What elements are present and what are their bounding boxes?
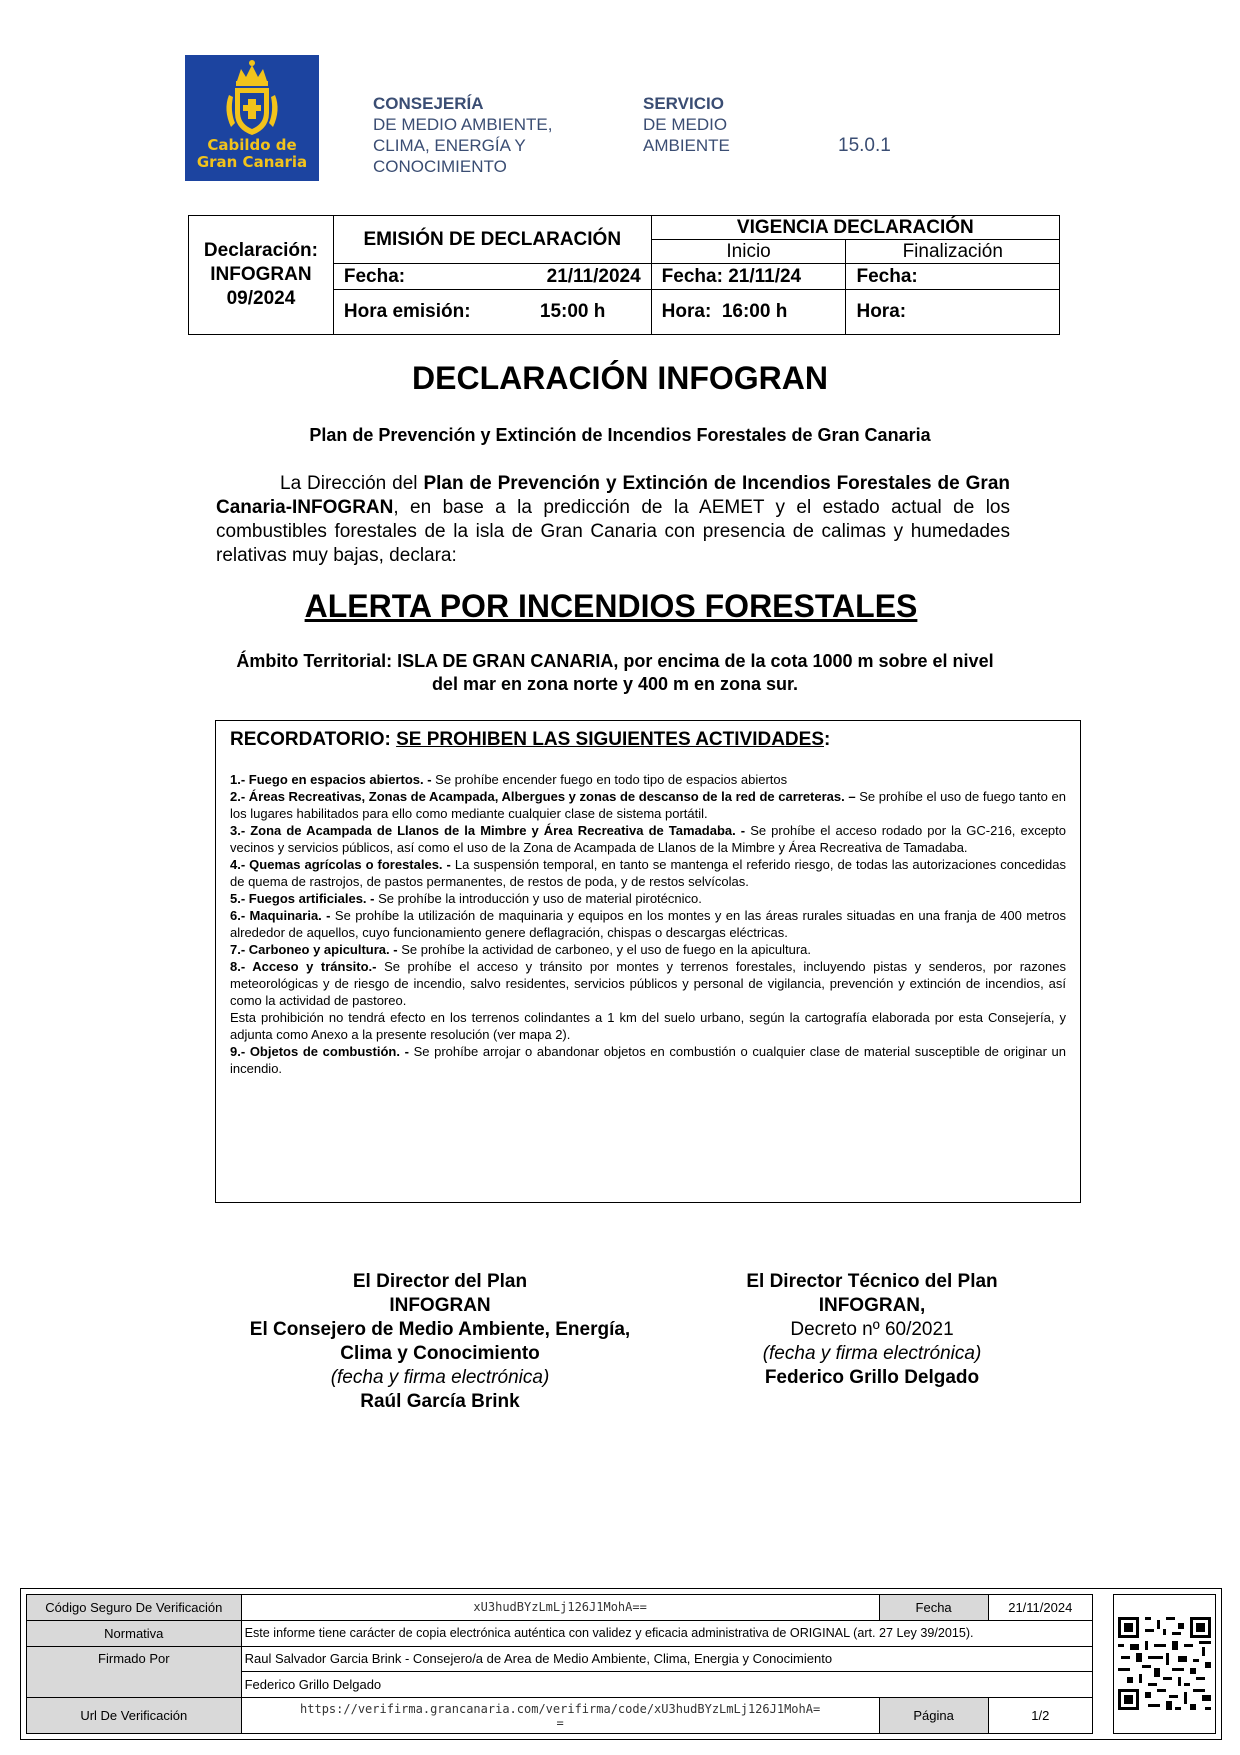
servicio-block xyxy=(643,93,730,156)
item-text: Se prohíbe la introducción y uso de material pirotécnico. xyxy=(374,891,702,906)
item-title: 4.- Quemas agrícolas o forestales. - xyxy=(230,857,451,872)
qr-code-icon xyxy=(1114,1595,1215,1733)
url-line-2[interactable]: = xyxy=(556,1715,564,1730)
page-title: DECLARACIÓN INFOGRAN xyxy=(412,360,828,396)
list-item xyxy=(230,1009,1066,1043)
url-line-1[interactable]: https://verifirma.grancanaria.com/verifirma/code/xU3hudBYzLmLj126J1MohA= xyxy=(300,1701,821,1716)
pagina-label: Página xyxy=(879,1698,988,1734)
logo-line-1: Cabildo de xyxy=(207,136,297,154)
item-title: 9.- Objetos de combustión. - xyxy=(230,1044,409,1059)
normativa-label: Normativa xyxy=(27,1620,242,1646)
item-title: 8.- Acceso y tránsito.- xyxy=(230,959,377,974)
prohibiciones-heading: SE PROHIBEN LAS SIGUIENTES ACTIVIDADES xyxy=(396,729,824,750)
verification-footer xyxy=(20,1588,1222,1740)
sig-left-line-4: Clima y Conocimiento xyxy=(340,1343,540,1364)
item-text: Se prohíbe la actividad de carboneo, y el uso de fuego en la apicultura. xyxy=(397,942,811,957)
csv-value: xU3hudBYzLmLj126J1MohA== xyxy=(241,1595,879,1621)
list-item xyxy=(230,907,1066,941)
verification-table xyxy=(26,1594,1093,1734)
finalizacion-label: Finalización xyxy=(846,240,1060,264)
declaration-number: 09/2024 xyxy=(226,288,296,309)
recordatorio-label: RECORDATORIO: xyxy=(230,729,397,750)
item-title: 5.- Fuegos artificiales. - xyxy=(230,891,375,906)
fin-fecha: Fecha: xyxy=(846,264,1060,289)
declaration-table xyxy=(188,215,1060,335)
item-title: 7.- Carboneo y apicultura. - xyxy=(230,942,398,957)
page-subtitle: Plan de Prevención y Extinción de Incendios Forestales de Gran Canaria xyxy=(309,425,931,445)
recordatorio-heading xyxy=(230,729,1066,751)
emision-hora-cell xyxy=(333,289,651,334)
signature-left xyxy=(210,1270,670,1414)
servicio-line-1: DE MEDIO xyxy=(643,115,728,134)
vigencia-title: VIGENCIA DECLARACIÓN xyxy=(651,216,1059,240)
servicio-title: SERVICIO xyxy=(643,94,724,113)
normativa-value: Este informe tiene carácter de copia electrónica auténtica con validez y eficacia administrativa de ORIGINAL (art. 27 Ley 39/2015). xyxy=(241,1620,1092,1646)
consejeria-line-1: DE MEDIO AMBIENTE, xyxy=(373,115,553,134)
recordatorio-box xyxy=(215,720,1081,1203)
prohibiciones-list xyxy=(230,771,1066,1077)
item-title: 2.- Áreas Recreativas, Zonas de Acampada, Albergues y zonas de descanso de la red de carreteras. – xyxy=(230,789,856,804)
ambito-line-1: Ámbito Territorial: ISLA DE GRAN CANARIA, por encima de la cota 1000 m sobre el nivel xyxy=(236,651,994,671)
sig-right-line-2: INFOGRAN, xyxy=(818,1295,926,1316)
list-item xyxy=(230,856,1066,890)
fecha-footer-label: Fecha xyxy=(879,1595,988,1621)
inicio-fecha: Fecha: 21/11/24 xyxy=(651,264,846,289)
intro-part-2: , en base a la predicción de la AEMET y el estado actual de los combustibles forestales de la isla de Gran Canaria con presencia de calimas y humedades relativas muy bajas, declara: xyxy=(216,497,1010,566)
firmado-label: Firmado Por xyxy=(27,1646,242,1698)
fecha-label: Fecha: xyxy=(343,265,406,287)
qr-code xyxy=(1113,1594,1216,1734)
declaration-label: Declaración: xyxy=(203,240,318,261)
sig-left-line-1: El Director del Plan xyxy=(352,1271,528,1292)
logo-line-2: Gran Canaria xyxy=(196,153,308,171)
url-value[interactable] xyxy=(241,1698,879,1734)
sig-left-line-3: El Consejero de Medio Ambiente, Energía, xyxy=(249,1319,631,1340)
item-title: 3.- Zona de Acampada de Llanos de la Mimbre y Área Recreativa de Tamadaba. - xyxy=(230,823,746,838)
hora-emision-label: Hora emisión: xyxy=(343,300,471,322)
sig-left-line-2: INFOGRAN xyxy=(389,1295,491,1316)
sig-left-line-5: (fecha y firma electrónica) xyxy=(330,1367,550,1388)
consejeria-line-2: CLIMA, ENERGÍA Y xyxy=(373,136,526,155)
sig-right-line-3: Decreto nº 60/2021 xyxy=(790,1319,954,1340)
list-item xyxy=(230,941,1066,958)
item-title: 6.- Maquinaria. - xyxy=(230,908,331,923)
intro-part-1: La Dirección del xyxy=(280,473,424,494)
consejeria-title: CONSEJERÍA xyxy=(373,94,484,113)
fecha-value: 21/11/2024 xyxy=(546,265,641,287)
sig-left-name: Raúl García Brink xyxy=(360,1391,520,1412)
cabildo-logo xyxy=(185,55,319,181)
list-item xyxy=(230,822,1066,856)
ambito-territorial xyxy=(0,650,1230,696)
item-text: Se prohíbe el uso de fuego tanto en los lugares habilitados para ello como mediante cualquier clase de sistema portátil. xyxy=(230,789,1066,821)
item-text: Se prohíbe el acceso y tránsito por montes y terrenos forestales, incluyendo pistas y senderos, por razones meteorológicas y de riesgo de incendio, salvo residentes, servicios públicos y personal de vigilancia, prevención y extinción de incendios, así como la actividad de pastoreo. xyxy=(230,959,1066,1008)
declaration-id-cell xyxy=(189,216,334,335)
firmante-2: Federico Grillo Delgado xyxy=(241,1672,1092,1698)
sig-right-line-1: El Director Técnico del Plan xyxy=(746,1271,998,1292)
signature-right xyxy=(642,1270,1102,1390)
item-text: Se prohíbe encender fuego en todo tipo de espacios abiertos xyxy=(431,772,788,787)
list-item xyxy=(230,788,1066,822)
item-text: Se prohíbe el acceso rodado por la GC-216, excepto vecinos y servicios públicos, así como el uso de la Zona de Acampada de Llanos de la Mimbre y Área Recreativa de Tamadaba. xyxy=(230,823,1067,855)
emision-fecha-cell xyxy=(333,264,651,289)
intro-paragraph xyxy=(216,472,1010,568)
intro-bold: Plan de Prevención y Extinción de Incendios Forestales de Gran Canaria-INFOGRAN xyxy=(216,473,1010,518)
sig-right-name: Federico Grillo Delgado xyxy=(764,1367,980,1388)
item-text: La suspensión temporal, en tanto se mantenga el referido riesgo, de todas las autorizaciones concedidas de quema de rastrojos, de pastos permanentes, de restos de poda, y de restos selvícolas. xyxy=(230,857,1066,889)
inicio-label: Inicio xyxy=(651,240,846,264)
document-version: 15.0.1 xyxy=(838,135,891,156)
fin-hora: Hora: xyxy=(846,289,1060,334)
fecha-footer-value: 21/11/2024 xyxy=(988,1595,1092,1621)
url-label: Url De Verificación xyxy=(27,1698,242,1734)
hora-emision-value: 15:00 h xyxy=(539,300,606,322)
recordatorio-colon: : xyxy=(824,729,831,750)
servicio-line-2: AMBIENTE xyxy=(643,136,730,155)
list-item xyxy=(230,1043,1066,1077)
list-item xyxy=(230,958,1066,1009)
list-item xyxy=(230,771,1066,788)
consejeria-block xyxy=(373,93,552,177)
list-item xyxy=(230,890,1066,907)
csv-label: Código Seguro De Verificación xyxy=(27,1595,242,1621)
item-text: Se prohíbe la utilización de maquinaria y equipos en los montes y en las áreas rurales situadas en una franja de 400 metros alrededor de aquellos, cuyo funcionamiento genere deflagración, chispas o descargas eléctricas. xyxy=(230,908,1066,940)
inicio-hora: Hora: 16:00 h xyxy=(651,289,846,334)
item-title: 1.- Fuego en espacios abiertos. - xyxy=(230,772,432,787)
firmante-1: Raul Salvador Garcia Brink - Consejero/a de Area de Medio Ambiente, Clima, Energia y Conocimiento xyxy=(241,1646,1092,1672)
alert-heading: ALERTA POR INCENDIOS FORESTALES xyxy=(304,588,918,624)
declaration-name: INFOGRAN xyxy=(210,264,312,285)
emision-title: EMISIÓN DE DECLARACIÓN xyxy=(333,216,651,264)
pagina-value: 1/2 xyxy=(988,1698,1092,1734)
ambito-line-2: del mar en zona norte y 400 m en zona sur. xyxy=(431,674,799,694)
sig-right-line-4: (fecha y firma electrónica) xyxy=(762,1343,982,1364)
consejeria-line-3: CONOCIMIENTO xyxy=(373,157,507,176)
item-text: Se prohíbe arrojar o abandonar objetos en combustión o cualquier clase de material susceptible de originar un incendio. xyxy=(230,1044,1066,1076)
item-text: Esta prohibición no tendrá efecto en los terrenos colindantes a 1 km del suelo urbano, según la cartografía elaborada por esta Consejería, y adjunta como Anexo a la presente resolución (ver mapa 2). xyxy=(230,1010,1066,1042)
